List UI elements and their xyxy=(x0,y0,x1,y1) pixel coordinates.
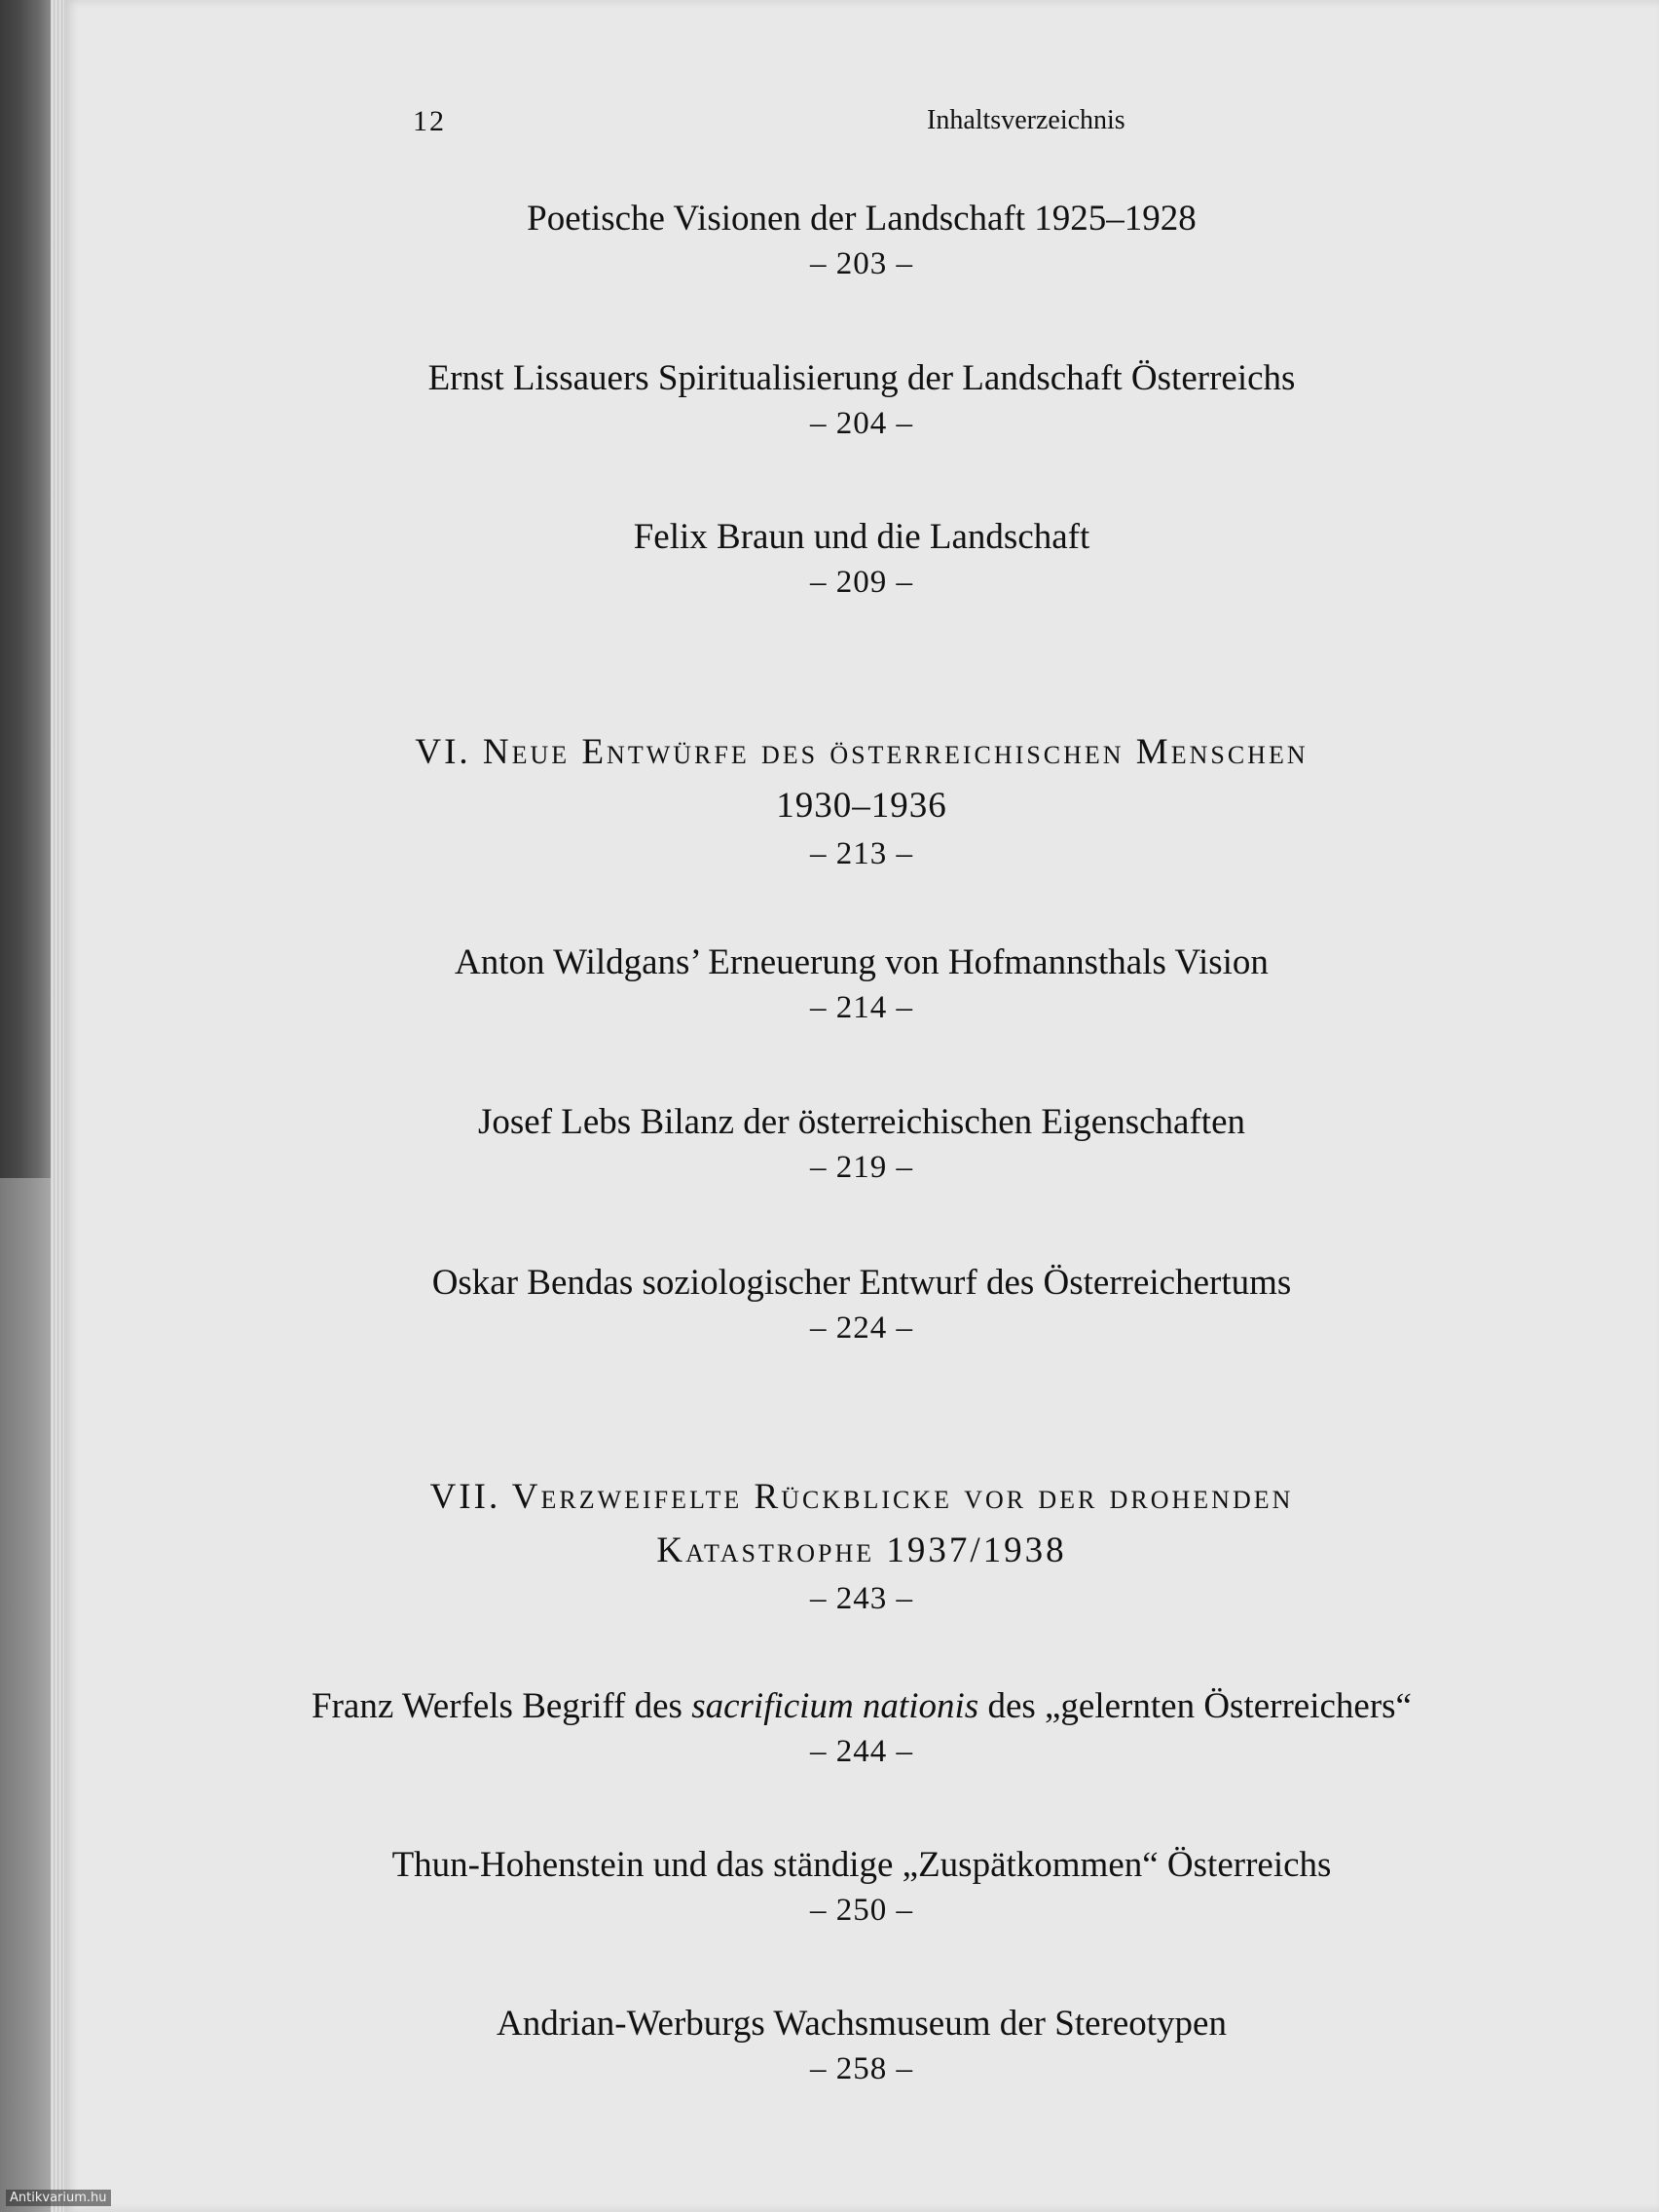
toc-entry xyxy=(64,356,1659,446)
toc-chapter xyxy=(64,1469,1659,1621)
toc-entry-page: – 213 – xyxy=(810,836,913,871)
toc-entry-title: Oskar Bendas soziologischer Entwurf des Österreichertums xyxy=(431,1263,1292,1303)
toc-entry xyxy=(64,197,1659,286)
chapter-heading: VI. Neue Entwürfe des österreichischen Menschen xyxy=(415,732,1309,772)
watermark-text: Antikvarium.hu xyxy=(6,2190,111,2206)
toc-entry-page: – 203 – xyxy=(810,246,913,281)
toc-entry xyxy=(64,1684,1659,1774)
toc-entry xyxy=(64,940,1659,1030)
toc-entry-page: – 204 – xyxy=(810,406,913,441)
toc-entry xyxy=(64,2002,1659,2091)
page-header xyxy=(64,105,1659,144)
toc-entry-title-italic: sacrificium nationis xyxy=(691,1686,979,1726)
page-number: 12 xyxy=(413,105,446,137)
toc-entry xyxy=(64,515,1659,605)
chapter-heading: VII. Verzweifelte Rückblicke vor der drohenden xyxy=(429,1477,1294,1517)
toc-entry-page: – 224 – xyxy=(810,1310,913,1346)
running-title: Inhaltsverzeichnis xyxy=(927,105,1125,135)
toc-entry-title: Ernst Lissauers Spiritualisierung der Landschaft Österreichs xyxy=(427,358,1296,398)
toc-entry-title xyxy=(64,1684,1659,1729)
chapter-heading-years: Katastrophe 1937/1938 xyxy=(656,1530,1067,1570)
toc-entry-page: – 209 – xyxy=(810,565,913,600)
toc-entry-title: Poetische Visionen der Landschaft 1925–1928 xyxy=(527,199,1197,239)
toc-entry-page: – 214 – xyxy=(810,990,913,1025)
toc-entry-title-part: Franz Werfels Begriff des xyxy=(312,1686,692,1726)
toc-entry xyxy=(64,1261,1659,1350)
toc-entry xyxy=(64,1100,1659,1190)
toc-entry-page: – 244 – xyxy=(810,1734,913,1769)
toc-entry-page: – 258 – xyxy=(810,2051,913,2086)
toc-entry xyxy=(64,1843,1659,1933)
toc-entry-title: Andrian-Werburgs Wachsmuseum der Stereotypen xyxy=(497,2004,1227,2044)
page-stack-edge xyxy=(51,0,64,2212)
toc-entry-title: Thun-Hohenstein und das ständige „Zuspätkommen“ Österreichs xyxy=(391,1845,1332,1885)
toc-entry-page: – 243 – xyxy=(810,1581,913,1616)
toc-entry-title: Josef Lebs Bilanz der österreichischen Eigenschaften xyxy=(477,1102,1245,1142)
chapter-heading-years: 1930–1936 xyxy=(776,786,947,826)
toc-chapter xyxy=(64,724,1659,876)
toc-entry-title-part: des „gelernten Österreichers“ xyxy=(978,1686,1412,1726)
toc-entry-title: Felix Braun und die Landschaft xyxy=(633,517,1090,557)
toc-entry-title: Anton Wildgans’ Erneuerung von Hofmannsthals Vision xyxy=(455,942,1269,982)
toc-entry-page: – 219 – xyxy=(810,1150,913,1185)
toc-entry-page: – 250 – xyxy=(810,1893,913,1928)
book-spine-edge-lower xyxy=(0,1178,51,2212)
book-page xyxy=(64,0,1659,2212)
